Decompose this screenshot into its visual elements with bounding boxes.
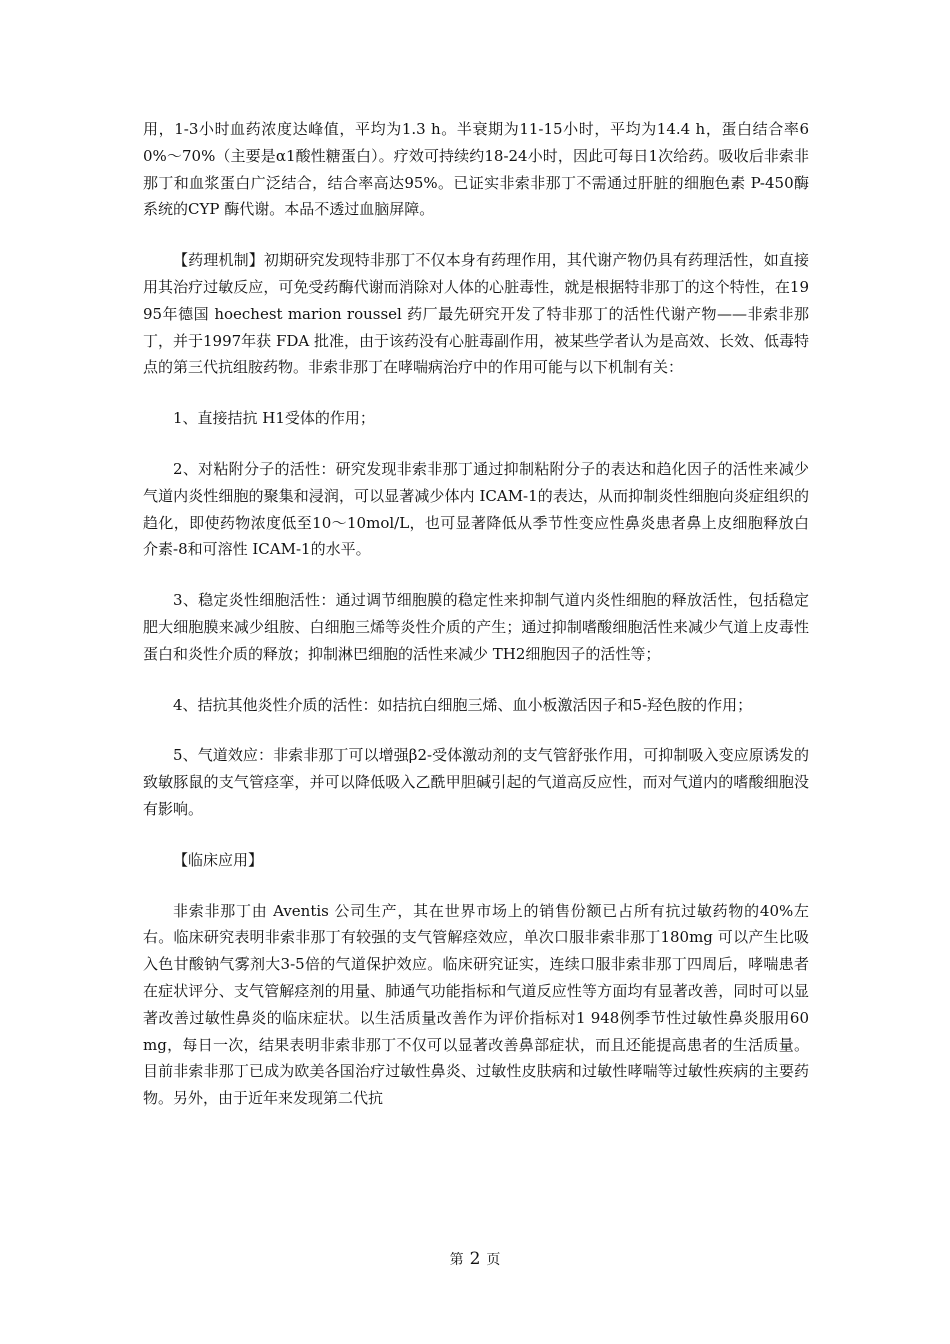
list-item-mechanism-3: 3、稳定炎性细胞活性：通过调节细胞膜的稳定性来抑制气道内炎性细胞的释放活性，包括稳定肥大细胞膜来减少组胺、白细胞三烯等炎性介质的产生；通过抑制嗜酸细胞活性来减少气道上皮毒性蛋白和炎性介质的释放；抑制淋巴细胞的活性来减少 TH2细胞因子的活性等；	[143, 591, 809, 663]
page-number: 2	[469, 1249, 481, 1269]
list-item-mechanism-2: 2、对粘附分子的活性：研究发现非索非那丁通过抑制粘附分子的表达和趋化因子的活性来减少气道内炎性细胞的聚集和浸润，可以显著减少体内 ICAM-1的表达，从而抑制炎性细胞向炎症组织的趋化，即使药物浓度低至10～10mol/L，也可显著降低从季节性变应性鼻炎患者鼻上皮细胞释放白介素-8和可溶性 ICAM-1的水平。	[143, 459, 809, 559]
section-heading-clinical-use: 【临床应用】	[173, 850, 264, 869]
document-body	[143, 116, 809, 1136]
footer-prefix: 第	[449, 1252, 464, 1268]
page-footer	[0, 1248, 950, 1271]
list-item-mechanism-1: 1、直接拮抗 H1受体的作用；	[173, 409, 375, 428]
footer-suffix: 页	[486, 1252, 501, 1268]
list-item-mechanism-4: 4、拮抗其他炎性介质的活性：如拮抗白细胞三烯、血小板激活因子和5-羟色胺的作用；	[173, 695, 753, 714]
paragraph-clinical-use: 非索非那丁由 Aventis 公司生产，其在世界市场上的销售份额已占所有抗过敏药物的40%左右。临床研究表明非索非那丁有较强的支气管解痉效应，单次口服非索非那丁180mg 可以产生比吸入色甘酸钠气雾剂大3-5倍的气道保护效应。临床研究证实，连续口服非索非那丁四周后，哮喘患者在症状评分、支气管解痉剂的用量、肺通气功能指标和气道反应性等方面均有显著改善，同时可以显著改善过敏性鼻炎的临床症状。以生活质量改善作为评价指标对1 948例季节性过敏性鼻炎服用60 mg，每日一次，结果表明非索非那丁不仅可以显著改善鼻部症状，而且还能提高患者的生活质量。目前非索非那丁已成为欧美各国治疗过敏性鼻炎、过敏性皮肤病和过敏性哮喘等过敏性疾病的主要药物。另外，由于近年来发现第二代抗	[143, 901, 809, 1108]
list-item-mechanism-5: 5、气道效应：非索非那丁可以增强β2-受体激动剂的支气管舒张作用，可抑制吸入变应原诱发的致敏豚鼠的支气管痉挛，并可以降低吸入乙酰甲胆碱引起的气道高反应性，而对气道内的嗜酸细胞没有影响。	[143, 746, 809, 818]
paragraph-pharmacokinetics: 用，1-3小时血药浓度达峰值，平均为1.3 h。半衰期为11-15小时，平均为14.4 h，蛋白结合率60%～70%（主要是α1酸性糖蛋白）。疗效可持续约18-24小时，因此可每日1次给药。吸收后非索非那丁和血浆蛋白广泛结合，结合率高达95%。已证实非索非那丁不需通过肝脏的细胞色素 P-450酶系统的CYP 酶代谢。本品不透过血脑屏障。	[143, 120, 809, 219]
paragraph-pharmacology-mechanism: 【药理机制】初期研究发现特非那丁不仅本身有药理作用，其代谢产物仍具有药理活性，如直接用其治疗过敏反应，可免受药酶代谢而消除对人体的心脏毒性，就是根据特非那丁的这个特性，在1995年德国 hoechest marion roussel 药厂最先研究开发了特非那丁的活性代谢产物——非索非那丁，并于1997年获 FDA 批准，由于该药没有心脏毒副作用，被某些学者认为是高效、长效、低毒特点的第三代抗组胺药物。非索非那丁在哮喘病治疗中的作用可能与以下机制有关：	[143, 251, 809, 377]
